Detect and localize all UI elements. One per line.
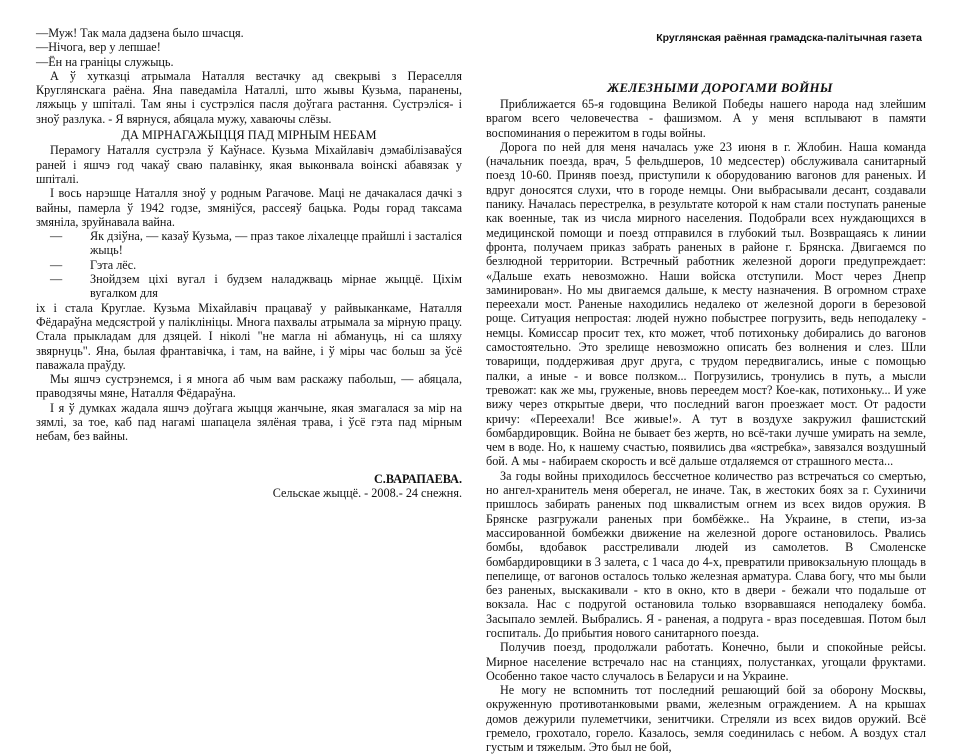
- dialogue-row: [36, 229, 462, 258]
- paragraph: Мы яшчэ сустрэнемся, і я многа аб чым вам раскажу пабольш, — абяцала, праводзячы мяне, Наталля Фёдараўна.: [36, 372, 462, 401]
- dash: —: [50, 272, 63, 287]
- dialogue-text: Гэта лёс.: [90, 257, 137, 272]
- paragraph: І вось нарэшце Наталля зноў у родным Рагачове. Маці не дачакалася дачкі з вайны, памерла ў 1942 годзе, змяніўся, рассеяў бацька. Роды горад таксама змяніла, зруйнавала вайна.: [36, 186, 462, 229]
- author-signature: [36, 472, 462, 486]
- dialogue-line: —Нічога, вер у лепшае!: [36, 40, 161, 55]
- paragraph: Перамогу Наталля сустрэла ў Каўнасе. Кузьма Міхайлавіч дэмабілізаваўся раней і яшчэ год чакаў сваю палавінку, якая выконвала воінскі абавязак у шпіталі.: [36, 143, 462, 186]
- paragraph: іх і стала Круглае. Кузьма Міхайлавіч працаваў у райвыканкаме, Наталля Фёдараўна медсястрой у паліклініцы. Многа пахвалы атрымала за мірную працу. Стала прыкладам для дзяцей. І ніколі "не магла ні абмануць, ні са шляху звярнуць". Яна, былая франтавічка, і там, на вайне, і ў міры час больш за ўсё паважала праўду.: [36, 300, 462, 372]
- dialogue-line: —Муж! Так мала дадзена было шчасця.: [36, 26, 244, 40]
- dash: —: [50, 229, 63, 244]
- paragraph: За годы войны приходилось бессчетное количество раз встречаться со смертью, но ангел-хранитель меня оберегал, не иначе. Так, в жестоких боях за г. Сухиничи пришлось забирать раненых под шквалистым огнем из всех видов оружия. В Брянске разгружали раненых при бомбёжке.. На Украине, в степи, из-за массированной бомбежки движение на железной дороге остановилось. Рвались бомбы, вдобавок расстреливали людей из самолетов. В Смоленске бомбардировщики в 3 залета, с 1 часа до 4-х, превратили привокзальную площадь в пепелище, от вагонов осталось только железная арматура. Слава богу, что мы были без раненых, выскакивали - кто в окно, кто в двери - бежали что подальше от вокзала. Нас с подругой остановила только взорвавшаяся неподалеку бомба. Засыпало землей. Выбрались. Я - раненая, а подруга - враз поседевшая. Потом был госпиталь. До прибытия нового санитарного поезда.: [486, 468, 926, 640]
- dash: —: [50, 257, 63, 272]
- dialogue-line: —Ён на граніцы служыць.: [36, 54, 174, 69]
- dialogue-row: [36, 258, 462, 272]
- paragraph: А ў хутказці атрымала Наталля вестачку ад свекрыві з Пераселля Круглянскага раёна. Яна паведаміла Наталлі, што жывы Кузьма, паранены, ляжыць у шпіталі. Там яны і сустрэліся пасля доўгага растання. Сустрэліся- і зноў разлука. - Я вярнуся, абяцала мужу, хаваючы слёзы.: [36, 68, 462, 126]
- dialogue-row: [36, 272, 462, 301]
- left-page: [0, 0, 480, 720]
- paragraph: І я ў думках жадала яшчэ доўгага жыцця жанчыне, якая змагалася за мір на зямлі, за тое, каб пад нагамі шапацела зялёная трава, і ўсё гэта пад мірным небам, без вайны.: [36, 400, 462, 444]
- author-name: С.ВАРАПАЕВА.: [373, 471, 462, 486]
- left-article-column: [36, 26, 462, 500]
- source-citation: Сельскае жыццё. - 2008.- 24 снежня.: [272, 485, 462, 500]
- dialogue-text: Знойдзем ціхі вугал і будзем наладжваць мірнае жыццё. Ціхім вугалком для: [90, 272, 462, 301]
- dialogue-text: Як дзіўна, — казаў Кузьма, — праз такое ліхалецце прайшлі і засталіся жыць!: [90, 229, 462, 258]
- paragraph: Приближается 65-я годовщина Великой Победы нашего народа над злейшим врагом всего человечества - фашизмом. А у меня всплывают в памяти воспоминания о пережитом в годы войны.: [486, 97, 926, 140]
- right-page: [480, 0, 960, 755]
- article-title: ЖЕЛЕЗНЫМИ ДОРОГАМИ ВОЙНЫ: [607, 80, 833, 95]
- section-heading: ДА МІРНАГАЖЫЦЦЯ ПАД МІРНЫМ НЕБАМ: [121, 128, 377, 143]
- paragraph: Получив поезд, продолжали работать. Конечно, были и спокойные рейсы. Мирное население встречало нас на станциях, полустанках, угощали фруктами. Особенно такое часто случалось в Беларуси и на Украине.: [486, 640, 926, 683]
- paragraph: Не могу не вспомнить тот последний решающий бой за оборону Москвы, окруженную противотанковыми рвами, железным ограждением. А на крышах домов дежурили пулеметчики, зенитчики. Стреляли из всех видов оружий. Всё гремело, грохотало, горело. Казалось, земля соединилась с небом. А воздух стал густым и тяжелым. Это был не бой,: [486, 683, 926, 755]
- spacer: [36, 444, 462, 472]
- paragraph: Дорога по ней для меня началась уже 23 июня в г. Жлобин. Наша команда (начальник поезда, врач, 5 фельдшеров, 10 медсестер) обслуживала санитарный поезд 10-60. Приняв поезд, приступили к оборудованию вагонов для раненых. И вдруг доносятся слухи, что в городе немцы. Они выбрасывали десант, создавали панику. Началась перестрелка, в результате которой к нам стали поступать раненые как военные, так из числа мирного населения. Подобрали всех нуждающихся в медицинской помощи и поезд отправился в глубокий тыл. Возвращаясь к линии фронта, получаем приказ забрать раненых в районе г. Брянска. Двигаемся по безлюдной территории. Встречный работник железной дороги предупреждает: «Дальше ехать невозможно. Наши войска отступили. Мост через Днепр заминирован». Но мы двигаемся дальше, к месту назначения. В огромном страхе переехали мост. Раненые находились недалеко от железной дороги в березовой роще. Ситуация непростая: людей нужно побыстрее погрузить, ведь неподалеку - немцы. Комиссар просит тех, кто может, чтоб потихоньку добирались до вагонов самостоятельно. Это зрелище невозможно описать без волнения и слез. Шли товарищи, поддерживая друг друга, с трудом передвигались, иные с помощью палки, а иные - и вовсе ползком... Погрузились, тронулись в путь, а мысли тревожат: как же мы, груженые, вновь переедем мост? Кое-как, потихоньку... И уже вижу через открытые двери, что последний вагон проезжает мост. От радости кричу: «Переехали! Все живые!». А тут в воздухе закружил фашистский бомбардировщик. Война не бывает без жертв, но всё-таки лучше умирать на земле, чем в воде. Но, к нашему счастью, появились два «ястребка», завязался воздушный бой. А мы - набираем скорость и всё дальше отдаляемся от страшного места...: [486, 139, 926, 469]
- newspaper-header: Круглянская раённая грамадска-палітычная газета: [656, 32, 922, 44]
- right-article-column: [486, 97, 926, 755]
